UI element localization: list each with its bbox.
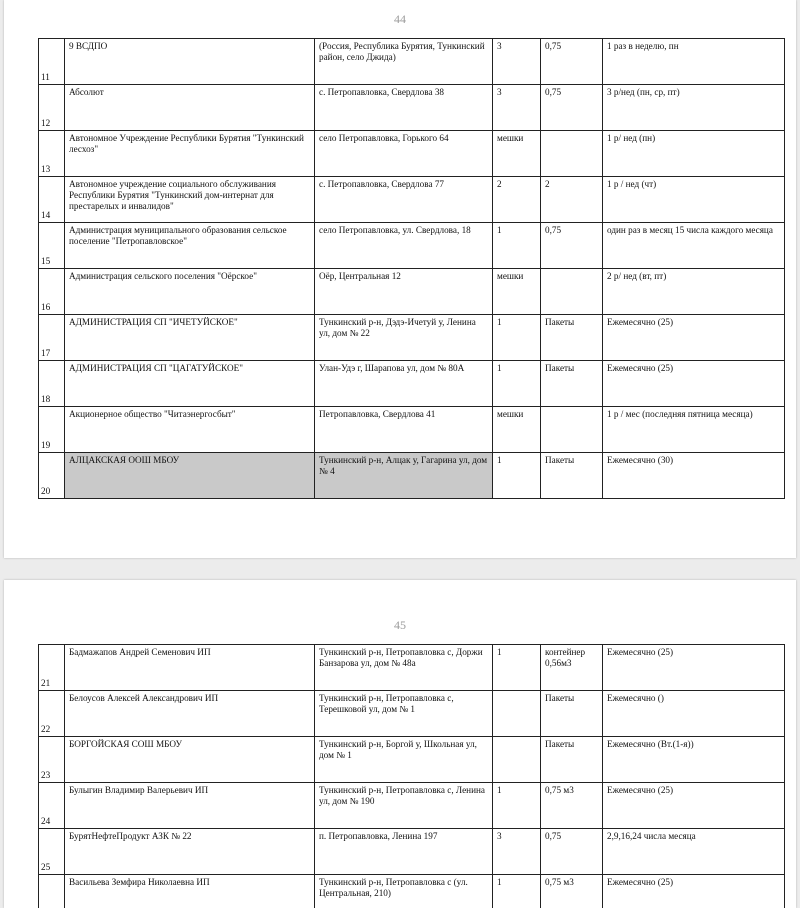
container-count-cell: 3 [493,85,541,131]
pickup-schedule-cell: Ежемесячно (30) [603,453,785,499]
organization-name-cell: Акционерное общество "Читаэнергосбыт" [65,407,315,453]
table-row [39,875,785,908]
pickup-schedule-cell: 1 р / мес (последняя пятница месяца) [603,407,785,453]
container-volume-cell: 0,75 [541,223,603,269]
address-cell: село Петропавловка, Горького 64 [315,131,493,177]
address-cell: Оёр, Центральная 12 [315,269,493,315]
address-cell: (Россия, Республика Бурятия, Тункинский район, село Джида) [315,39,493,85]
container-volume-cell: Пакеты [541,453,603,499]
organization-name-cell: Автономное учреждение социального обслуживания Республики Бурятия "Тункинский дом-интернат для престарелых и инвалидов" [65,177,315,223]
container-volume-cell: 2 [541,177,603,223]
container-count-cell: 1 [493,315,541,361]
container-count-cell: мешки [493,407,541,453]
pickup-schedule-cell: один раз в месяц 15 числа каждого месяца [603,223,785,269]
address-cell: Тункинский р-н, Петропавловка с (ул. Центральная, 210) [315,875,493,908]
records-table [38,38,785,499]
pickup-schedule-cell: Ежемесячно (25) [603,361,785,407]
records-table [38,644,785,908]
row-number-cell: 14 [39,177,65,223]
address-cell: Тункинский р-н, Дэдэ-Ичетуй у, Ленина ул, дом № 22 [315,315,493,361]
document-page [4,580,796,908]
address-cell: Петропавловка, Свердлова 41 [315,407,493,453]
pickup-schedule-cell: 2 р/ нед (вт, пт) [603,269,785,315]
address-cell: п. Петропавловка, Ленина 197 [315,829,493,875]
address-cell: с. Петропавловка, Свердлова 77 [315,177,493,223]
container-volume-cell [541,269,603,315]
page-number: 44 [394,12,406,26]
container-volume-cell: 0,75 м3 [541,783,603,829]
table-row [39,131,785,177]
container-volume-cell [541,131,603,177]
row-number-cell: 13 [39,131,65,177]
container-count-cell [493,737,541,783]
pickup-schedule-cell: Ежемесячно (25) [603,783,785,829]
organization-name-cell: БурятНефтеПродукт АЗК № 22 [65,829,315,875]
container-count-cell: мешки [493,269,541,315]
organization-name-cell: Бадмажапов Андрей Семенович ИП [65,645,315,691]
table-row [39,453,785,499]
pickup-schedule-cell: Ежемесячно (Вт.(1-я)) [603,737,785,783]
table-row [39,645,785,691]
row-number-cell: 24 [39,783,65,829]
container-volume-cell: Пакеты [541,315,603,361]
table-row [39,783,785,829]
container-volume-cell: контейнер 0,56м3 [541,645,603,691]
organization-name-cell: Абсолют [65,85,315,131]
organization-name-cell: Администрация муниципального образования сельское поселение "Петропавловское" [65,223,315,269]
organization-name-cell: Администрация сельского поселения "Оёрское" [65,269,315,315]
container-count-cell: 1 [493,783,541,829]
row-number-cell: 22 [39,691,65,737]
table-row [39,315,785,361]
pickup-schedule-cell: 2,9,16,24 числа месяца [603,829,785,875]
container-count-cell [493,691,541,737]
table-row [39,407,785,453]
pickup-schedule-cell: 1 р/ нед (пн) [603,131,785,177]
address-cell: Тункинский р-н, Петропавловка с, Доржи Банзарова ул, дом № 48а [315,645,493,691]
records-table-body [39,39,785,499]
table-row [39,691,785,737]
row-number-cell: 21 [39,645,65,691]
organization-name-cell: Автономное Учреждение Республики Бурятия "Тункинский лесхоз" [65,131,315,177]
pickup-schedule-cell: Ежемесячно (25) [603,875,785,908]
row-number-cell: 12 [39,85,65,131]
pickup-schedule-cell: Ежемесячно (25) [603,315,785,361]
pickup-schedule-cell: 1 р / нед (чт) [603,177,785,223]
address-cell: Тункинский р-н, Боргой у, Школьная ул, дом № 1 [315,737,493,783]
pickup-schedule-cell: 3 р/нед (пн, ср, пт) [603,85,785,131]
organization-name-cell: БОРГОЙСКАЯ СОШ МБОУ [65,737,315,783]
container-volume-cell: 0,75 м3 [541,875,603,908]
container-count-cell: 3 [493,829,541,875]
address-cell: Тункинский р-н, Петропавловка с, Ленина ул, дом № 190 [315,783,493,829]
container-count-cell: 1 [493,223,541,269]
address-cell: с. Петропавловка, Свердлова 38 [315,85,493,131]
container-volume-cell: Пакеты [541,691,603,737]
organization-name-cell: АДМИНИСТРАЦИЯ СП "ИЧЕТУЙСКОЕ" [65,315,315,361]
row-number-cell: 20 [39,453,65,499]
organization-name-cell: Булыгин Владимир Валерьевич ИП [65,783,315,829]
organization-name-cell: Васильева Земфира Николаевна ИП [65,875,315,908]
address-cell: Тункинский р-н, Петропавловка с, Терешковой ул, дом № 1 [315,691,493,737]
table-row [39,269,785,315]
page-number: 45 [394,618,406,632]
organization-name-cell: 9 ВСДПО [65,39,315,85]
table-row [39,737,785,783]
container-volume-cell [541,407,603,453]
pickup-schedule-cell: 1 раз в неделю, пн [603,39,785,85]
address-cell: Тункинский р-н, Алцак у, Гагарина ул, дом № 4 [315,453,493,499]
organization-name-cell: АДМИНИСТРАЦИЯ СП "ЦАГАТУЙСКОЕ" [65,361,315,407]
container-count-cell: 2 [493,177,541,223]
document-page [4,0,796,558]
organization-name-cell: АЛЦАКСКАЯ ООШ МБОУ [65,453,315,499]
pickup-schedule-cell: Ежемесячно (25) [603,645,785,691]
records-table-body [39,645,785,908]
container-volume-cell: Пакеты [541,361,603,407]
row-number-cell: 25 [39,829,65,875]
table-row [39,85,785,131]
table-row [39,177,785,223]
container-count-cell: 1 [493,645,541,691]
table-row [39,223,785,269]
row-number-cell: 16 [39,269,65,315]
container-count-cell: 1 [493,875,541,908]
row-number-cell: 18 [39,361,65,407]
row-number-cell [39,875,65,908]
row-number-cell: 17 [39,315,65,361]
container-volume-cell: Пакеты [541,737,603,783]
address-cell: село Петропавловка, ул. Свердлова, 18 [315,223,493,269]
table-row [39,829,785,875]
organization-name-cell: Белоусов Алексей Александрович ИП [65,691,315,737]
container-count-cell: мешки [493,131,541,177]
row-number-cell: 19 [39,407,65,453]
pickup-schedule-cell: Ежемесячно () [603,691,785,737]
container-volume-cell: 0,75 [541,829,603,875]
row-number-cell: 23 [39,737,65,783]
container-count-cell: 1 [493,361,541,407]
row-number-cell: 15 [39,223,65,269]
row-number-cell: 11 [39,39,65,85]
table-row [39,361,785,407]
container-volume-cell: 0,75 [541,39,603,85]
container-volume-cell: 0,75 [541,85,603,131]
table-row [39,39,785,85]
container-count-cell: 3 [493,39,541,85]
address-cell: Улан-Удэ г, Шарапова ул, дом № 80А [315,361,493,407]
container-count-cell: 1 [493,453,541,499]
